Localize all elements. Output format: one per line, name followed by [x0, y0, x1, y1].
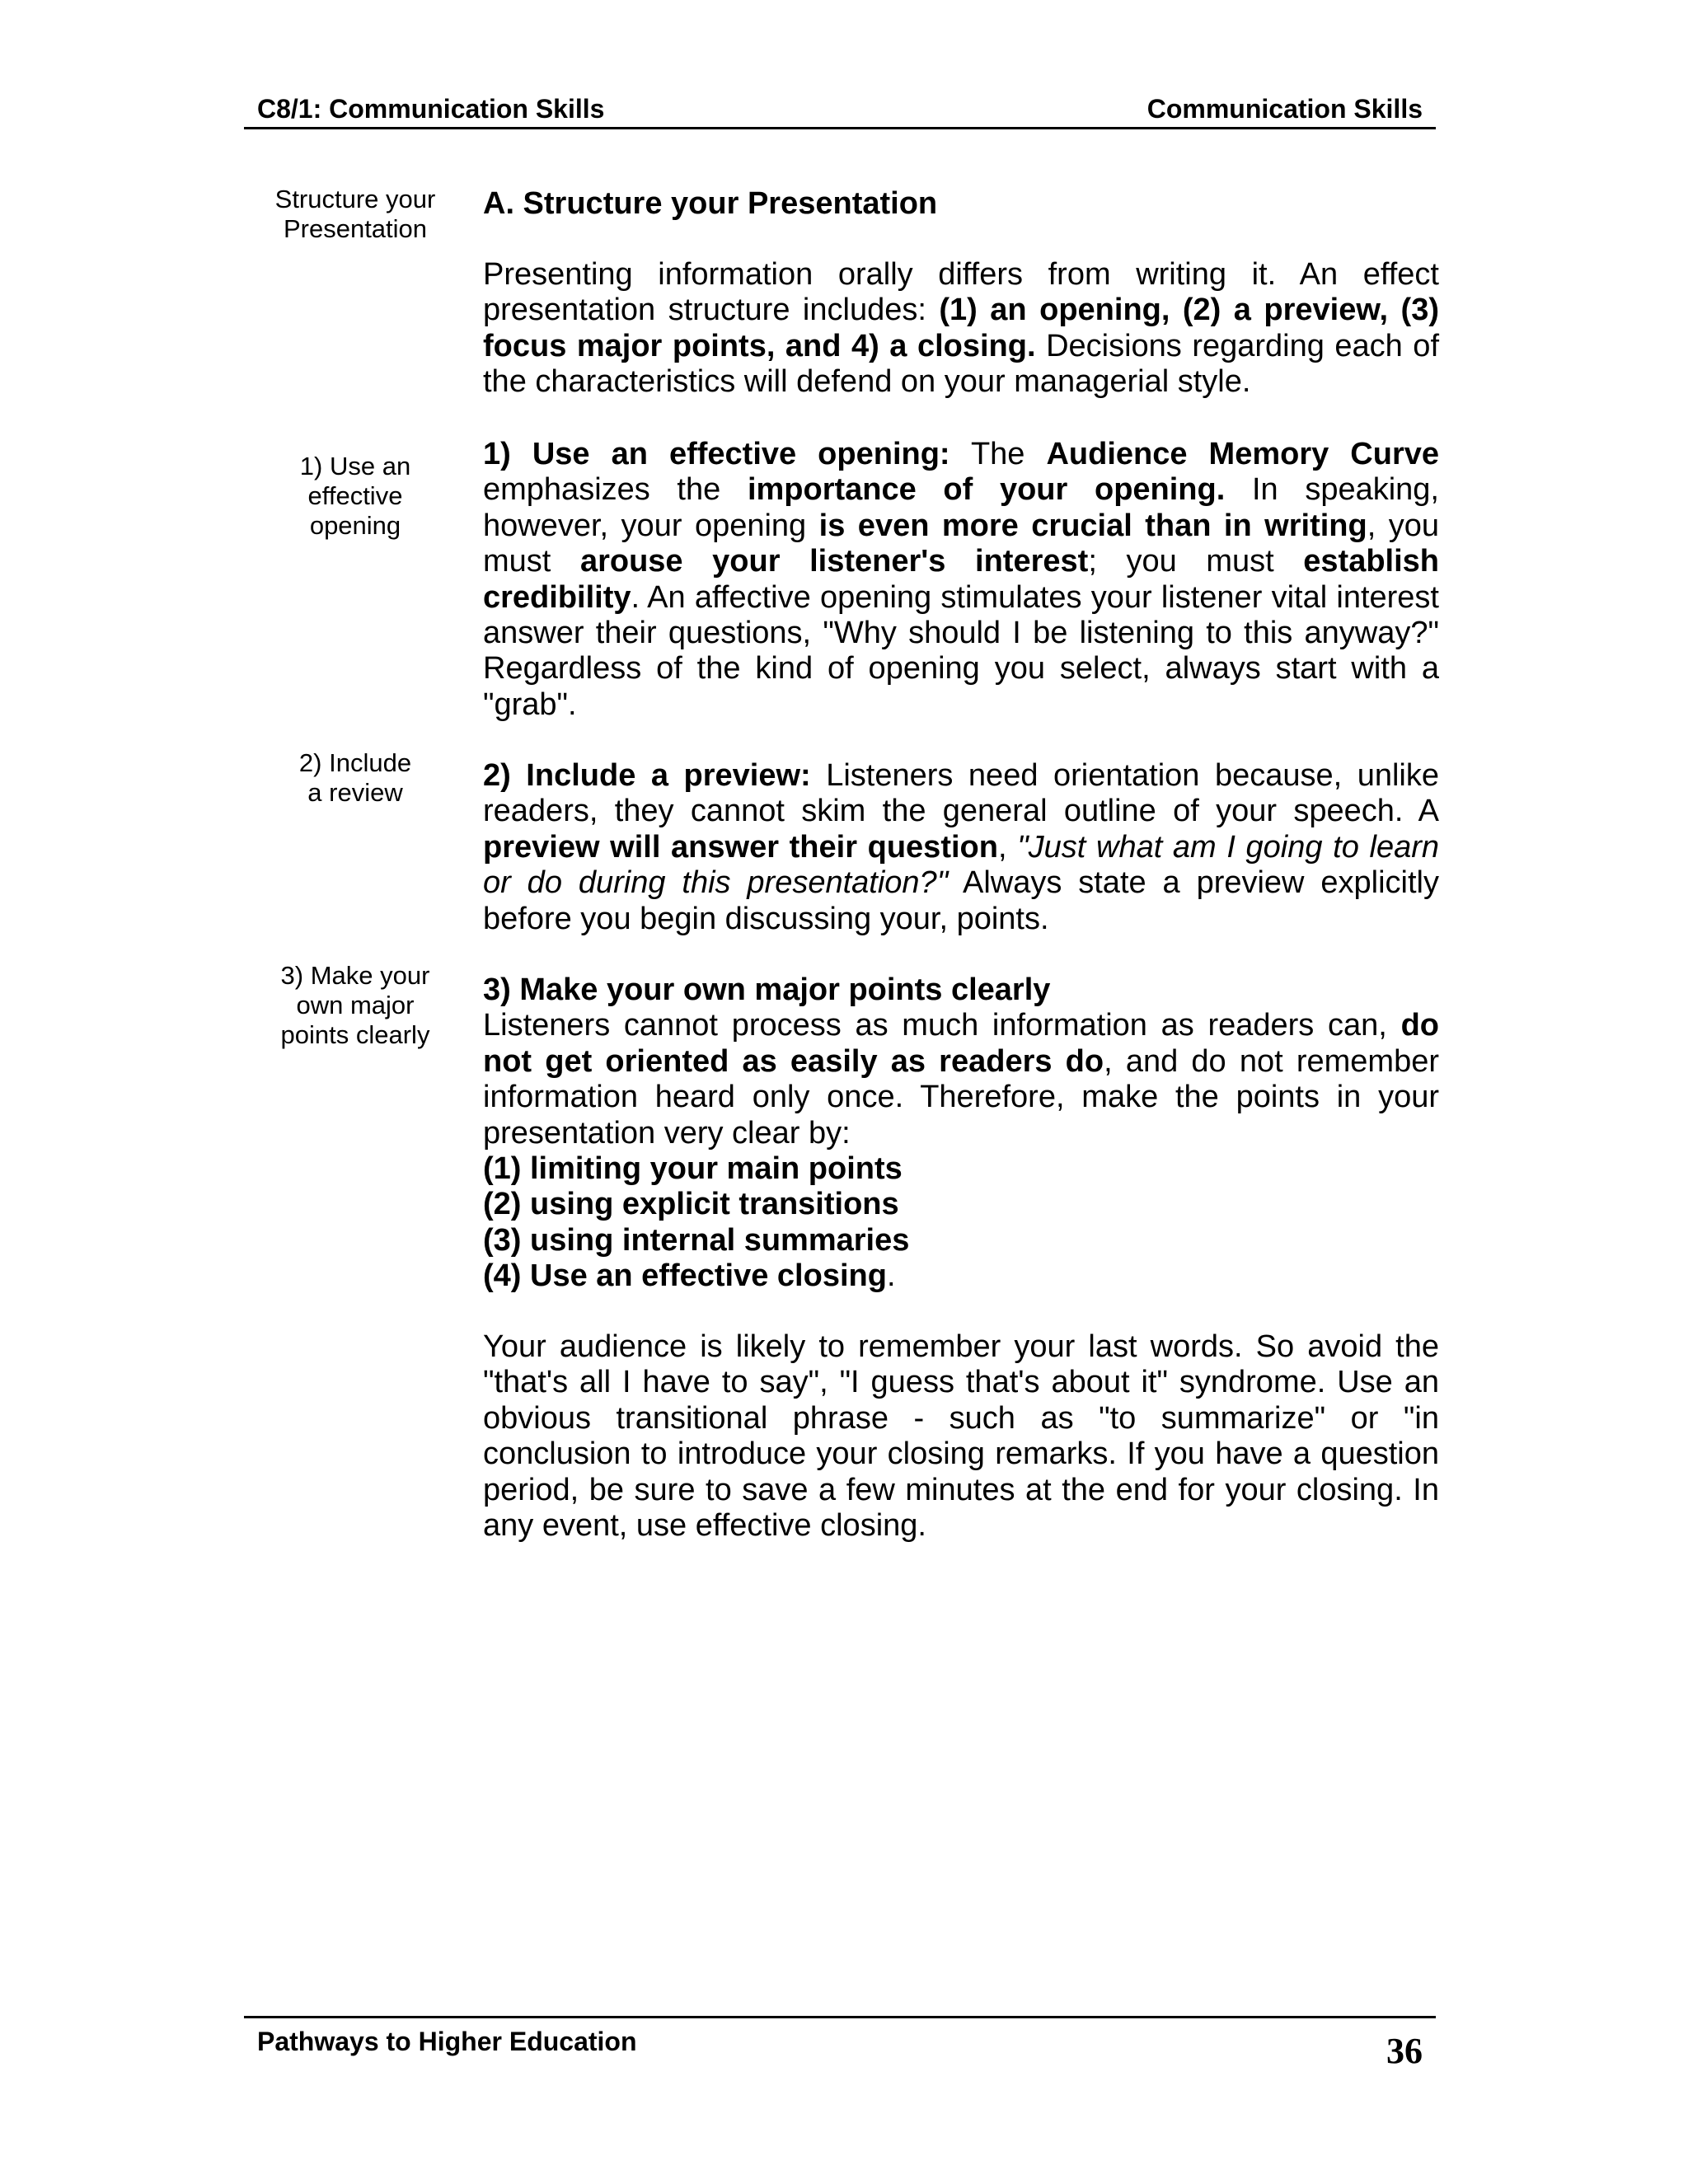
page-number: 36: [1386, 2031, 1423, 2071]
list-item: (2) using explicit transitions: [483, 1187, 899, 1222]
closing-paragraph: Your audience is likely to remember your last words. So avoid the "that's all I have to say", "I guess that's about it" syndrome. Use an obvious transitional phrase - such as "to summarize" or "in conclusion to introduce your closing remarks. If you have a question period, be sure to save a few minutes at the end for your closing. In any event, use effective closing.: [483, 1329, 1439, 1544]
header-course-code: C8/1: Communication Skills: [257, 94, 605, 124]
margin-note-major-points: 3) Make your own major points clearly: [280, 961, 430, 1049]
page-header: [244, 92, 1436, 129]
footer-title: Pathways to Higher Education: [257, 2027, 637, 2056]
intro-paragraph: Presenting information orally differs from writing it. An effect presentation structure includes: (1) an opening, (2) a preview, (3) focus major points, and 4) a closing. Decisions regarding each of the characteristics will defend on your managerial style.: [483, 257, 1440, 400]
list-item: (3) using internal summaries: [483, 1222, 910, 1258]
section-title: A. Structure your Presentation: [483, 186, 938, 221]
margin-note-preview: 2) Include a review: [298, 748, 412, 807]
list-item: (1) limiting your main points: [483, 1151, 903, 1187]
list-item: (4) Use an effective closing.: [483, 1258, 896, 1294]
margin-note-opening: 1) Use an effective opening: [299, 452, 411, 540]
preview-paragraph: 2) Include a preview: Listeners need orientation because, unlike readers, they cannot skim the general outline of your speech. A preview will answer their question, "Just what am I going to learn or do during this presentation?" Always state a preview explicitly before you begin discussing your, points.: [483, 758, 1439, 936]
margin-note-structure: Structure your Presentation: [274, 185, 436, 243]
opening-paragraph: 1) Use an effective opening: The Audience Memory Curve emphasizes the importance of your opening. In speaking, however, your opening is even more crucial than in writing, you must arouse your listener's interest; you must establish credibility. An affective opening stimulates your listener vital interest answer their questions, "Why should I be listening to this anyway?" Regardless of the kind of opening you select, always start with a "grab".: [483, 437, 1440, 722]
major-points-heading: 3) Make your own major points clearly: [483, 972, 1051, 1007]
header-title: Communication Skills: [1146, 94, 1423, 124]
page-footer: [244, 2016, 1436, 2071]
major-points-section: 3) Make your own major points clearly Listeners cannot process as much information as readers can, do not get oriented as easily as readers do, and do not remember information heard only once. Therefore, make the points in your presentation very clear by: (1) limiting your main points (2) using explicit transitions (3) using internal summaries (4) Use an effective closing.: [483, 972, 1439, 1294]
